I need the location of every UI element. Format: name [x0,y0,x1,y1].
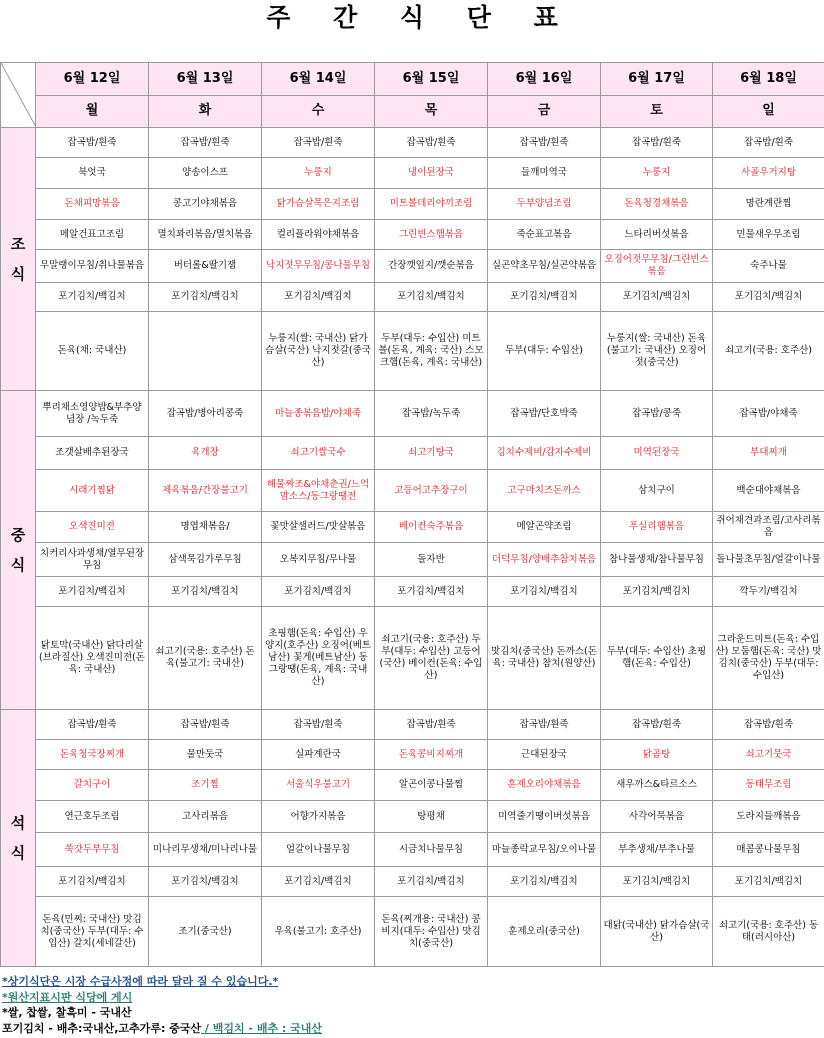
menu-cell: 잡곡밥/흰죽 [375,128,488,158]
menu-cell: 잡곡밥/흰죽 [262,710,375,740]
menu-cell: 잡곡밥/흰죽 [375,710,488,740]
meal-label-char: 석 [10,814,26,832]
menu-cell: 육개장 [149,437,262,470]
menu-cell: 컬리플라워야채볶음 [262,220,375,250]
origin-info-cell: 쇠고기(국용: 호주산) 두부(대두: 수입산) 고등어(국산) 베이컨(돈육: 수입산) [375,607,488,710]
menu-row [1,577,824,607]
menu-cell: 김치수제비/감자수제비 [488,437,601,470]
menu-cell: 잡곡밥/단호박죽 [488,391,601,437]
menu-cell: 북엇국 [36,158,149,189]
notes [2,974,822,1036]
meal-label-char: 식 [10,265,26,283]
menu-cell: 포기김치/백김치 [36,577,149,607]
menu-cell: 잡곡밥/야채죽 [713,391,824,437]
menu-cell: 포기김치/백김치 [601,577,713,607]
menu-cell: 고구마치즈돈까스 [488,470,601,512]
meal-label-char: 중 [10,526,26,544]
menu-cell: 고등어고추장구이 [375,470,488,512]
menu-cell: 백순대야채볶음 [713,470,824,512]
date-header: 6월 18일 [713,63,824,96]
menu-cell: 쇠고기쌀국수 [262,437,375,470]
menu-cell: 조갯살배추된장국 [36,437,149,470]
menu-cell: 꽃맛살샐러드/맛살볶음 [262,512,375,543]
menu-cell: 양송이스프 [149,158,262,189]
origin-info-cell: 훈제오리(중국산) [488,897,601,967]
note-kimchi-origin [2,1021,822,1037]
menu-row [1,867,824,897]
menu-cell: 낙지젓무무침/콩나물무침 [262,250,375,283]
menu-cell: 연근호두조림 [36,801,149,833]
menu-cell: 매콤콩나물무침 [713,833,824,867]
header-corner [1,63,36,128]
menu-cell: 숙주나물 [713,250,824,283]
menu-cell: 그린빈스햄볶음 [375,220,488,250]
menu-cell: 시금치나물무침 [375,833,488,867]
menu-table [0,62,824,967]
menu-cell: 잡곡밥/녹두죽 [375,391,488,437]
weekday-header: 월 [36,95,149,128]
menu-row [1,710,824,740]
menu-cell: 미역줄기땡이버섯볶음 [488,801,601,833]
menu-cell: 누룽지 [601,158,713,189]
menu-cell: 잡곡밥/흰죽 [149,710,262,740]
menu-cell: 돈육청경채볶음 [601,189,713,220]
menu-cell: 물만둣국 [149,740,262,770]
menu-cell: 잡곡밥/흰죽 [36,710,149,740]
origin-info-cell: 두부(대두: 수입산) 초핑햄(돈육: 수입산) [601,607,713,710]
menu-cell: 두부양념조림 [488,189,601,220]
origin-info-cell: 돈육(민찌: 국내산) 맛김치(중국산) 두부(대두: 수입산) 갈치(세네갈산) [36,897,149,967]
menu-cell: 포기김치/백김치 [149,283,262,312]
origin-info-cell: 쇠고기(국용: 호주산) [713,312,824,391]
menu-cell: 미나리무생채/미나리나물 [149,833,262,867]
menu-cell: 무말랭이무침/취나물볶음 [36,250,149,283]
origin-info-cell: 누룽지(쌀: 국내산) 돈육(불고기: 국내산) 오징어젓(중국산) [601,312,713,391]
menu-row [1,770,824,801]
menu-cell: 해물짜조&야채춘권/느억맘소스/동그랑땡전 [262,470,375,512]
note-rice-origin: *쌀, 찹쌀, 찰흑미 - 국내산 [2,1006,132,1019]
menu-cell: 포기김치/백김치 [488,283,601,312]
menu-cell: 잡곡밥/흰죽 [601,128,713,158]
menu-cell: 돌자반 [375,543,488,577]
menu-cell: 포기김치/백김치 [149,577,262,607]
menu-cell: 오복지무침/무나물 [262,543,375,577]
menu-cell: 들깨미역국 [488,158,601,189]
menu-row [1,391,824,437]
origin-info-cell: 초핑햄(돈육: 수입산) 우양지(호주산) 오징어(베트남산) 꽃게(베트남산) 동그랑땡(돈육, 계육: 국내산) [262,607,375,710]
menu-cell: 푸실리햄볶음 [601,512,713,543]
menu-row [1,801,824,833]
menu-cell: 간장깻잎지/깻순볶음 [375,250,488,283]
menu-cell: 훈제오리야채볶음 [488,770,601,801]
menu-cell: 고사리볶음 [149,801,262,833]
menu-cell: 잡곡밥/흰죽 [713,128,824,158]
menu-cell: 쇠고기뭇국 [713,740,824,770]
menu-cell: 깍두기/백김치 [713,577,824,607]
origin-info-cell [149,312,262,391]
meal-label [1,391,36,710]
menu-cell: 삼치구이 [601,470,713,512]
menu-cell: 콩고기야채볶음 [149,189,262,220]
menu-cell: 근대된장국 [488,740,601,770]
menu-row [1,833,824,867]
weekday-header: 목 [375,95,488,128]
menu-cell: 오색진미전 [36,512,149,543]
date-header: 6월 13일 [149,63,262,96]
menu-cell: 조기찜 [149,770,262,801]
menu-cell: 죽순표고볶음 [488,220,601,250]
menu-cell: 얼갈이나물무침 [262,833,375,867]
date-header: 6월 16일 [488,63,601,96]
menu-cell: 포기김치/백김치 [601,283,713,312]
meal-label-char: 식 [10,556,26,574]
menu-cell: 누룽지 [262,158,375,189]
menu-cell: 돌나물초무침/얼갈이나물 [713,543,824,577]
note-kimchi-baek: / 백김치 - 배추 : 국내산 [201,1021,323,1035]
menu-cell: 잡곡밥/흰죽 [149,128,262,158]
menu-cell: 쥐어채견과조림/고사리볶음 [713,512,824,543]
menu-cell: 참나물생채/참나물무침 [601,543,713,577]
menu-cell: 포기김치/백김치 [262,283,375,312]
menu-row [1,250,824,283]
menu-cell: 명란계란찜 [713,189,824,220]
menu-cell: 치커리사과생채/열무된장무침 [36,543,149,577]
origin-info-cell: 쇠고기(국용: 호주산) 동태(러시아산) [713,897,824,967]
origin-info-cell: 맛김치(중국산) 돈까스(돈육: 국내산) 참치(원양산) [488,607,601,710]
origin-info-cell: 돈육(채: 국내산) [36,312,149,391]
origin-info-cell: 쇠고기(국용: 호주산) 돈육(불고기: 국내산) [149,607,262,710]
menu-cell: 서울식우불고기 [262,770,375,801]
menu-cell: 포기김치/백김치 [488,577,601,607]
menu-cell: 돈육청국장찌개 [36,740,149,770]
menu-row [1,312,824,391]
menu-cell: 마늘종락교무침/오이나물 [488,833,601,867]
menu-cell: 포기김치/백김치 [375,577,488,607]
menu-cell: 뿌리채소영양밥&부추양념장 /녹두죽 [36,391,149,437]
menu-cell: 명엽채볶음/ [149,512,262,543]
menu-row [1,607,824,710]
menu-cell: 민물새우무조림 [713,220,824,250]
menu-row [1,740,824,770]
menu-cell: 메알건표고조림 [36,220,149,250]
menu-row [1,470,824,512]
menu-cell: 실곤약초무침/실곤약볶음 [488,250,601,283]
menu-row [1,283,824,312]
menu-cell: 잡곡밥/흰죽 [488,128,601,158]
menu-cell: 사골우거지탕 [713,158,824,189]
menu-cell: 도라지들깨볶음 [713,801,824,833]
meal-label [1,710,36,967]
menu-row [1,128,824,158]
menu-cell: 실파계란국 [262,740,375,770]
page-title: 주 간 식 단 표 [266,3,575,32]
origin-info-cell: 닭토막(국내산) 닭다리살(브라질산) 오색진미전(돈육: 국내산) [36,607,149,710]
menu-cell: 시래기찜닭 [36,470,149,512]
menu-cell: 마늘종볶음밥/야채죽 [262,391,375,437]
menu-cell: 갈치구이 [36,770,149,801]
menu-row [1,512,824,543]
menu-cell: 사각어묵볶음 [601,801,713,833]
menu-cell: 포기김치/백김치 [488,867,601,897]
weekday-header: 금 [488,95,601,128]
menu-cell: 잡곡밥/흰죽 [262,128,375,158]
note-kimchi-pogi: 포기김치 - 배추:국내산,고추가루: 중국산 [2,1021,202,1035]
menu-cell: 쑥갓두부무침 [36,833,149,867]
menu-row [1,189,824,220]
menu-cell: 쇠고기탕국 [375,437,488,470]
menu-cell: 잡곡밥/흰죽 [36,128,149,158]
weekday-header: 화 [149,95,262,128]
menu-cell: 느타리버섯볶음 [601,220,713,250]
menu-cell: 포기김치/백김치 [36,867,149,897]
weekday-header: 토 [601,95,713,128]
weekday-header: 수 [262,95,375,128]
origin-info-cell: 누룽지(쌀: 국내산) 닭가슴살(국산) 낙지젓갈(중국산) [262,312,375,391]
menu-cell: 더덕무침/양배추참치볶음 [488,543,601,577]
menu-cell: 포기김치/백김치 [262,577,375,607]
menu-cell: 어향가지볶음 [262,801,375,833]
menu-cell: 새우까스&타르소스 [601,770,713,801]
menu-cell: 냉이된장국 [375,158,488,189]
menu-cell: 포기김치/백김치 [375,283,488,312]
meal-label-char: 식 [10,844,26,862]
origin-info-cell: 두부(대두: 수입산) 미트볼(돈육, 계육: 국산) 스모크햄(돈육, 계육: 국내산) [375,312,488,391]
menu-cell: 잡곡밥/병아리콩죽 [149,391,262,437]
menu-cell: 버터롤&딸기잼 [149,250,262,283]
meal-label [1,128,36,391]
date-header: 6월 14일 [262,63,375,96]
menu-row [1,543,824,577]
menu-cell: 잡곡밥/흰죽 [713,710,824,740]
weekday-header: 일 [713,95,824,128]
menu-cell: 잡곡밥/흰죽 [601,710,713,740]
menu-cell: 베이컨숙주볶음 [375,512,488,543]
menu-cell: 제육볶음/간장불고기 [149,470,262,512]
menu-cell: 삼색묵김가루무침 [149,543,262,577]
menu-cell: 포기김치/백김치 [713,283,824,312]
menu-row [1,897,824,967]
menu-cell: 부추생채/부추나물 [601,833,713,867]
menu-cell: 알곤이콩나물찜 [375,770,488,801]
note-origin-board: *원산지표시판 식당에 게시 [2,990,133,1004]
origin-info-cell: 조기(중국산) [149,897,262,967]
diagonal-divider-icon [1,63,36,127]
menu-cell: 동태무조림 [713,770,824,801]
menu-row [1,220,824,250]
menu-cell: 탕평채 [375,801,488,833]
date-header: 6월 15일 [375,63,488,96]
menu-cell: 돈육콩비지찌개 [375,740,488,770]
origin-info-cell: 두부(대두: 수입산) [488,312,601,391]
date-header: 6월 12일 [36,63,149,96]
origin-info-cell: 대닭(국내산) 닭가슴살(국산) [601,897,713,967]
origin-info-cell: 돈육(찌개용: 국내산) 콩비지(대두: 수입산) 맛김치(중국산) [375,897,488,967]
meal-label-char: 조 [10,235,26,253]
menu-cell: 닭가슴살묵은지조림 [262,189,375,220]
menu-cell: 포기김치/백김치 [36,283,149,312]
date-header: 6월 17일 [601,63,713,96]
menu-cell: 멸치꽈리볶음/멸치볶음 [149,220,262,250]
origin-info-cell: 그라운드미트(돈육: 수입산) 모둠햄(돈육: 국산) 맛김치(중국산) 두부(대두: 수입산) [713,607,824,710]
menu-cell: 미트볼데리야끼조림 [375,189,488,220]
menu-row [1,437,824,470]
menu-cell: 포기김치/백김치 [149,867,262,897]
menu-cell: 닭곰탕 [601,740,713,770]
menu-cell: 포기김치/백김치 [601,867,713,897]
menu-cell: 포기김치/백김치 [713,867,824,897]
menu-cell: 포기김치/백김치 [262,867,375,897]
note-disclaimer: *상기식단은 시장 수급사정에 따라 달라 질 수 있습니다.* [2,975,279,988]
menu-cell: 오징어젓무무침/그린빈스볶음 [601,250,713,283]
menu-cell: 잡곡밥/흰죽 [488,710,601,740]
menu-row [1,158,824,189]
menu-cell: 메알곤약조림 [488,512,601,543]
menu-cell: 포기김치/백김치 [375,867,488,897]
menu-cell: 잡곡밥/콩죽 [601,391,713,437]
menu-cell: 돈채피망볶음 [36,189,149,220]
menu-cell: 미역된장국 [601,437,713,470]
origin-info-cell: 우육(불고기: 호주산) [262,897,375,967]
menu-cell: 부대찌개 [713,437,824,470]
